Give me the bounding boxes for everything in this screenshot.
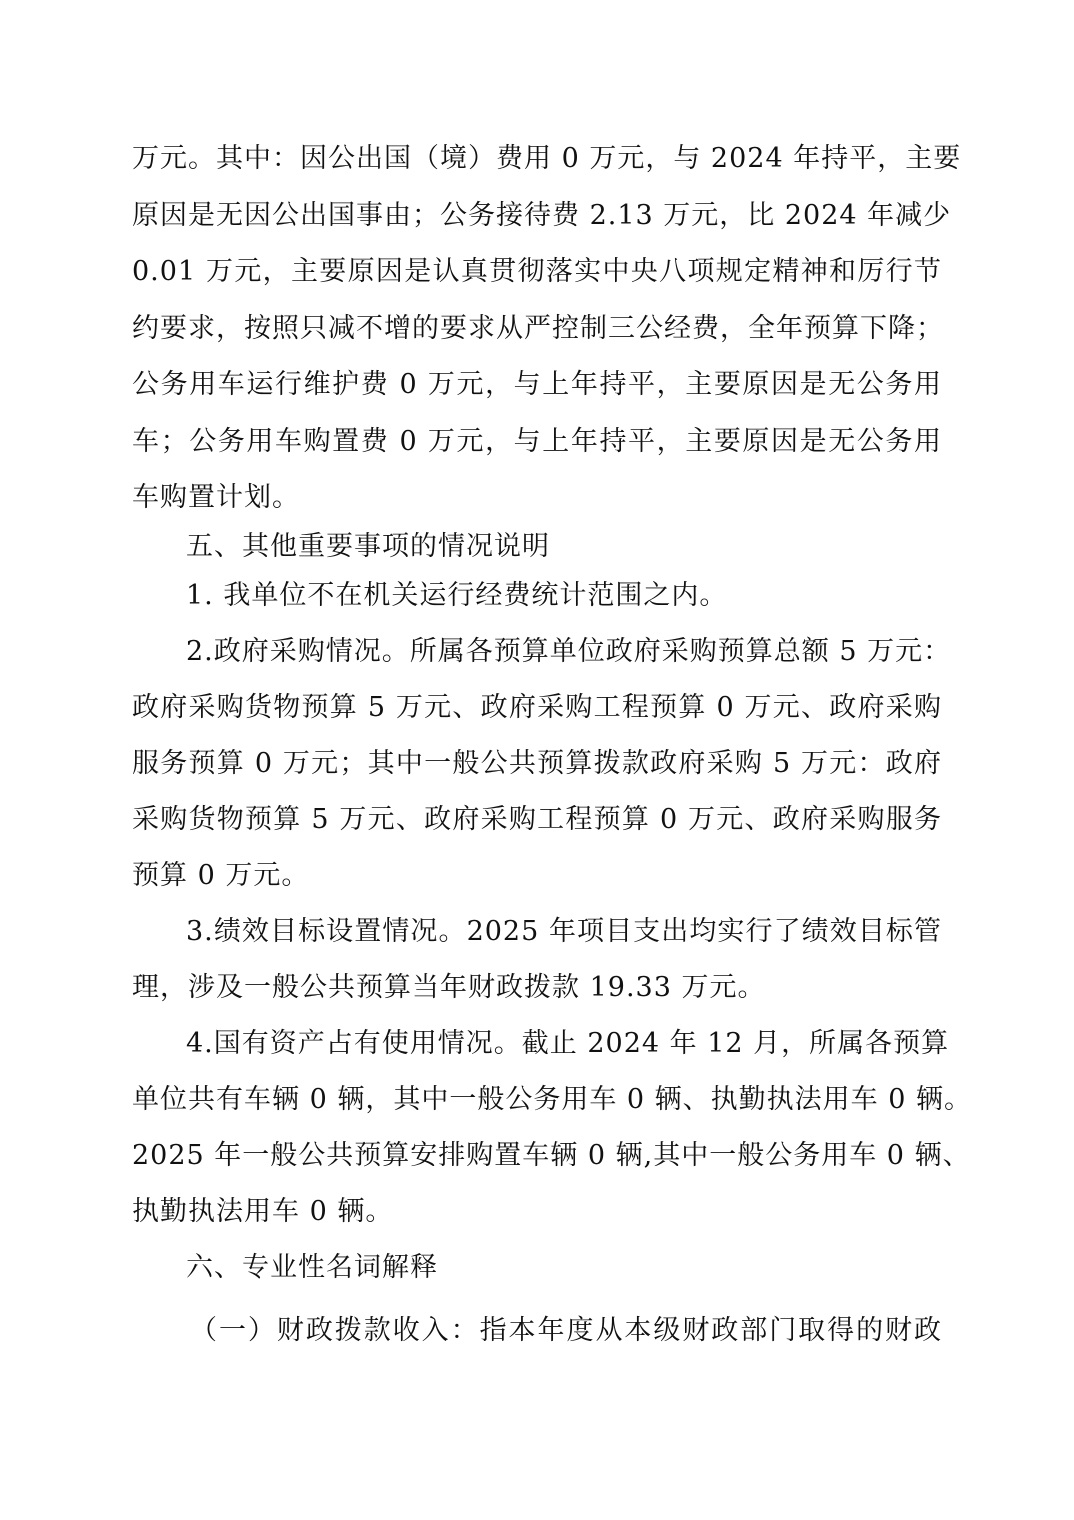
paragraph-line: 预算 0 万元。	[132, 860, 310, 891]
paragraph-line: 原因是无因公出国事由；公务接待费 2.13 万元，比 2024 年减少	[132, 200, 952, 231]
paragraph-line: 公务用车运行维护费 0 万元，与上年持平，主要原因是无公务用	[132, 369, 942, 400]
paragraph-line: 车；公务用车购置费 0 万元，与上年持平，主要原因是无公务用	[132, 426, 942, 457]
paragraph-line: 车购置计划。	[132, 482, 300, 513]
paragraph-line: 0.01 万元，主要原因是认真贯彻落实中央八项规定精神和厉行节	[132, 256, 942, 287]
paragraph-line: （一）财政拨款收入：指本年度从本级财政部门取得的财政	[190, 1315, 942, 1346]
paragraph-line: 政府采购货物预算 5 万元、政府采购工程预算 0 万元、政府采购	[132, 692, 942, 723]
paragraph-line: 单位共有车辆 0 辆，其中一般公务用车 0 辆、执勤执法用车 0 辆。	[132, 1084, 973, 1115]
section-heading-other-matters: 五、其他重要事项的情况说明	[186, 531, 550, 562]
paragraph-line: 执勤执法用车 0 辆。	[132, 1196, 394, 1227]
paragraph-line: 服务预算 0 万元；其中一般公共预算拨款政府采购 5 万元：政府	[132, 748, 942, 779]
paragraph-line: 约要求，按照只减不增的要求从严控制三公经费，全年预算下降；	[132, 313, 944, 344]
paragraph-line: 3.绩效目标设置情况。2025 年项目支出均实行了绩效目标管	[186, 916, 942, 947]
paragraph-line: 理，涉及一般公共预算当年财政拨款 19.33 万元。	[132, 972, 766, 1003]
paragraph-line: 2.政府采购情况。所属各预算单位政府采购预算总额 5 万元：	[186, 636, 952, 667]
paragraph-line: 万元。其中：因公出国（境）费用 0 万元，与 2024 年持平，主要	[132, 143, 962, 174]
paragraph-line: 2025 年一般公共预算安排购置车辆 0 辆,其中一般公务用车 0 辆、	[132, 1140, 971, 1171]
paragraph-line: 4.国有资产占有使用情况。截止 2024 年 12 月，所属各预算	[186, 1028, 950, 1059]
paragraph-line: 1. 我单位不在机关运行经费统计范围之内。	[186, 580, 728, 611]
paragraph-line: 采购货物预算 5 万元、政府采购工程预算 0 万元、政府采购服务	[132, 804, 942, 835]
section-heading-terms: 六、专业性名词解释	[186, 1252, 438, 1283]
